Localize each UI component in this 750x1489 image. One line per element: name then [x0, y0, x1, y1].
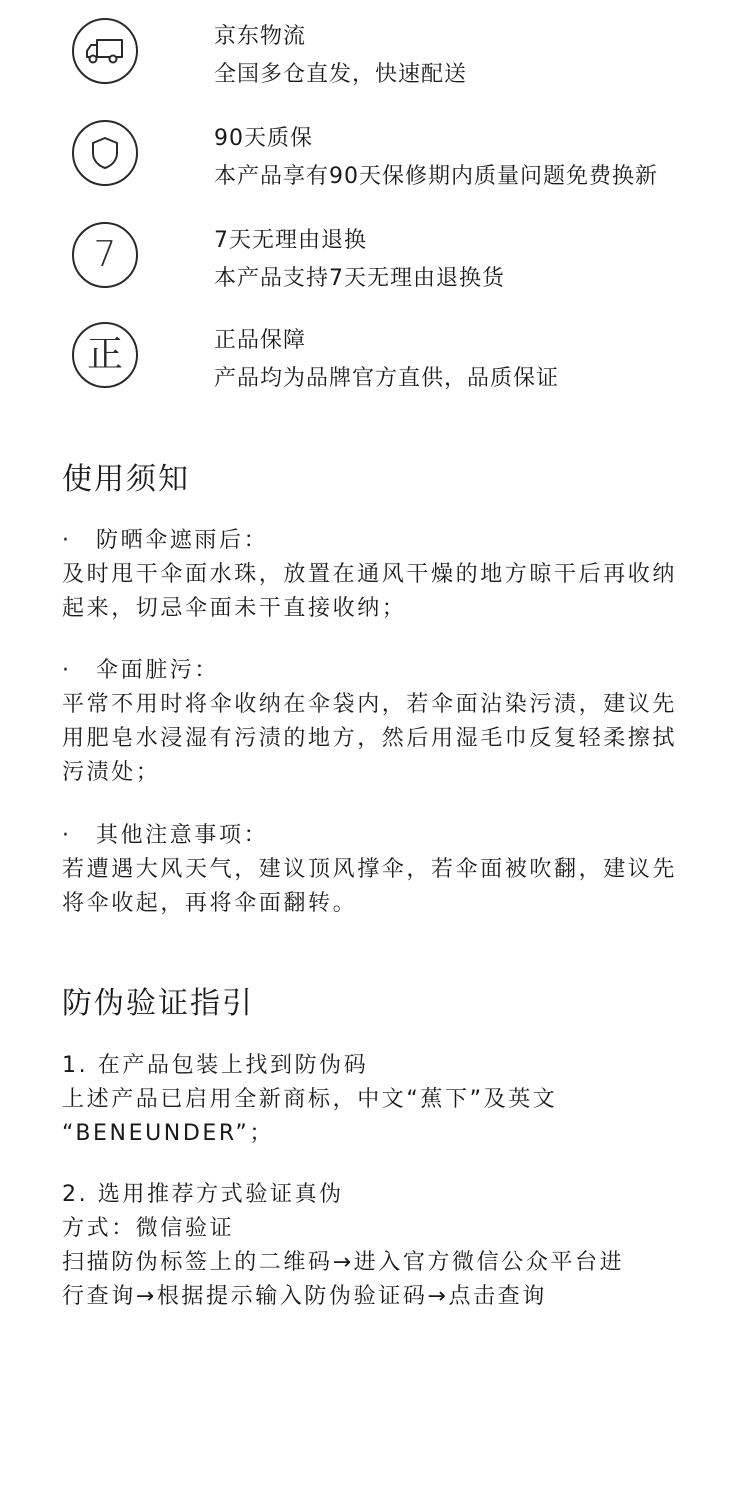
usage-item-head: · 伞面脏污：: [62, 658, 220, 683]
feature-logistics: [0, 6, 750, 86]
feature-desc: 产品均为品牌官方直供，品质保证: [214, 366, 560, 391]
feature-genuine: [0, 310, 750, 390]
anti-fake-step-head: 2. 选用推荐方式验证真伪: [62, 1182, 344, 1207]
usage-item-body: 及时甩干伞面水珠，放置在通风干燥的地方晾干后再收纳起来，切忌伞面未干直接收纳；: [62, 562, 678, 621]
feature-title: 7天无理由退换: [214, 228, 367, 253]
feature-warranty: [0, 108, 750, 188]
anti-fake-step: [62, 1049, 692, 1151]
usage-item-body: 若遭遇大风天气，建议顶风撑伞，若伞面被吹翻，建议先将伞收起，再将伞面翻转。: [62, 857, 678, 916]
feature-title: 京东物流: [214, 24, 307, 49]
usage-item: [62, 654, 692, 790]
shield-icon: [72, 120, 138, 186]
anti-fake-title: 防伪验证指引: [62, 986, 254, 1021]
feature-return: [0, 210, 750, 290]
usage-item: [62, 819, 692, 921]
feature-desc: 全国多仓直发，快速配送: [214, 62, 468, 87]
usage-item: [62, 524, 692, 626]
usage-item-head: · 其他注意事项：: [62, 823, 269, 848]
anti-fake-step: [62, 1178, 692, 1314]
usage-title: 使用须知: [62, 462, 190, 497]
feature-title: 正品保障: [214, 328, 307, 353]
genuine-icon: 正: [72, 322, 138, 388]
seven-icon: 7: [72, 222, 138, 288]
truck-icon: [72, 18, 138, 84]
usage-item-body: 平常不用时将伞收纳在伞袋内，若伞面沾染污渍，建议先用肥皂水浸湿有污渍的地方，然后用湿毛巾反复轻柔擦拭污渍处；: [62, 692, 678, 785]
anti-fake-step-line: “BENEUNDER”；: [62, 1121, 274, 1146]
feature-title: 90天质保: [214, 126, 313, 151]
anti-fake-step-head: 1. 在产品包装上找到防伪码: [62, 1053, 369, 1078]
anti-fake-step-line: 行查询→根据提示输入防伪验证码→点击查询: [62, 1284, 547, 1309]
anti-fake-step-line: 上述产品已启用全新商标，中文“蕉下”及英文: [62, 1087, 558, 1112]
anti-fake-step-line: 方式：微信验证: [62, 1216, 235, 1241]
feature-desc: 本产品享有90天保修期内质量问题免费换新: [214, 164, 658, 189]
anti-fake-step-line: 扫描防伪标签上的二维码→进入官方微信公众平台进: [62, 1250, 625, 1275]
feature-desc: 本产品支持7天无理由退换货: [214, 266, 505, 291]
usage-item-head: · 防晒伞遮雨后：: [62, 528, 269, 553]
